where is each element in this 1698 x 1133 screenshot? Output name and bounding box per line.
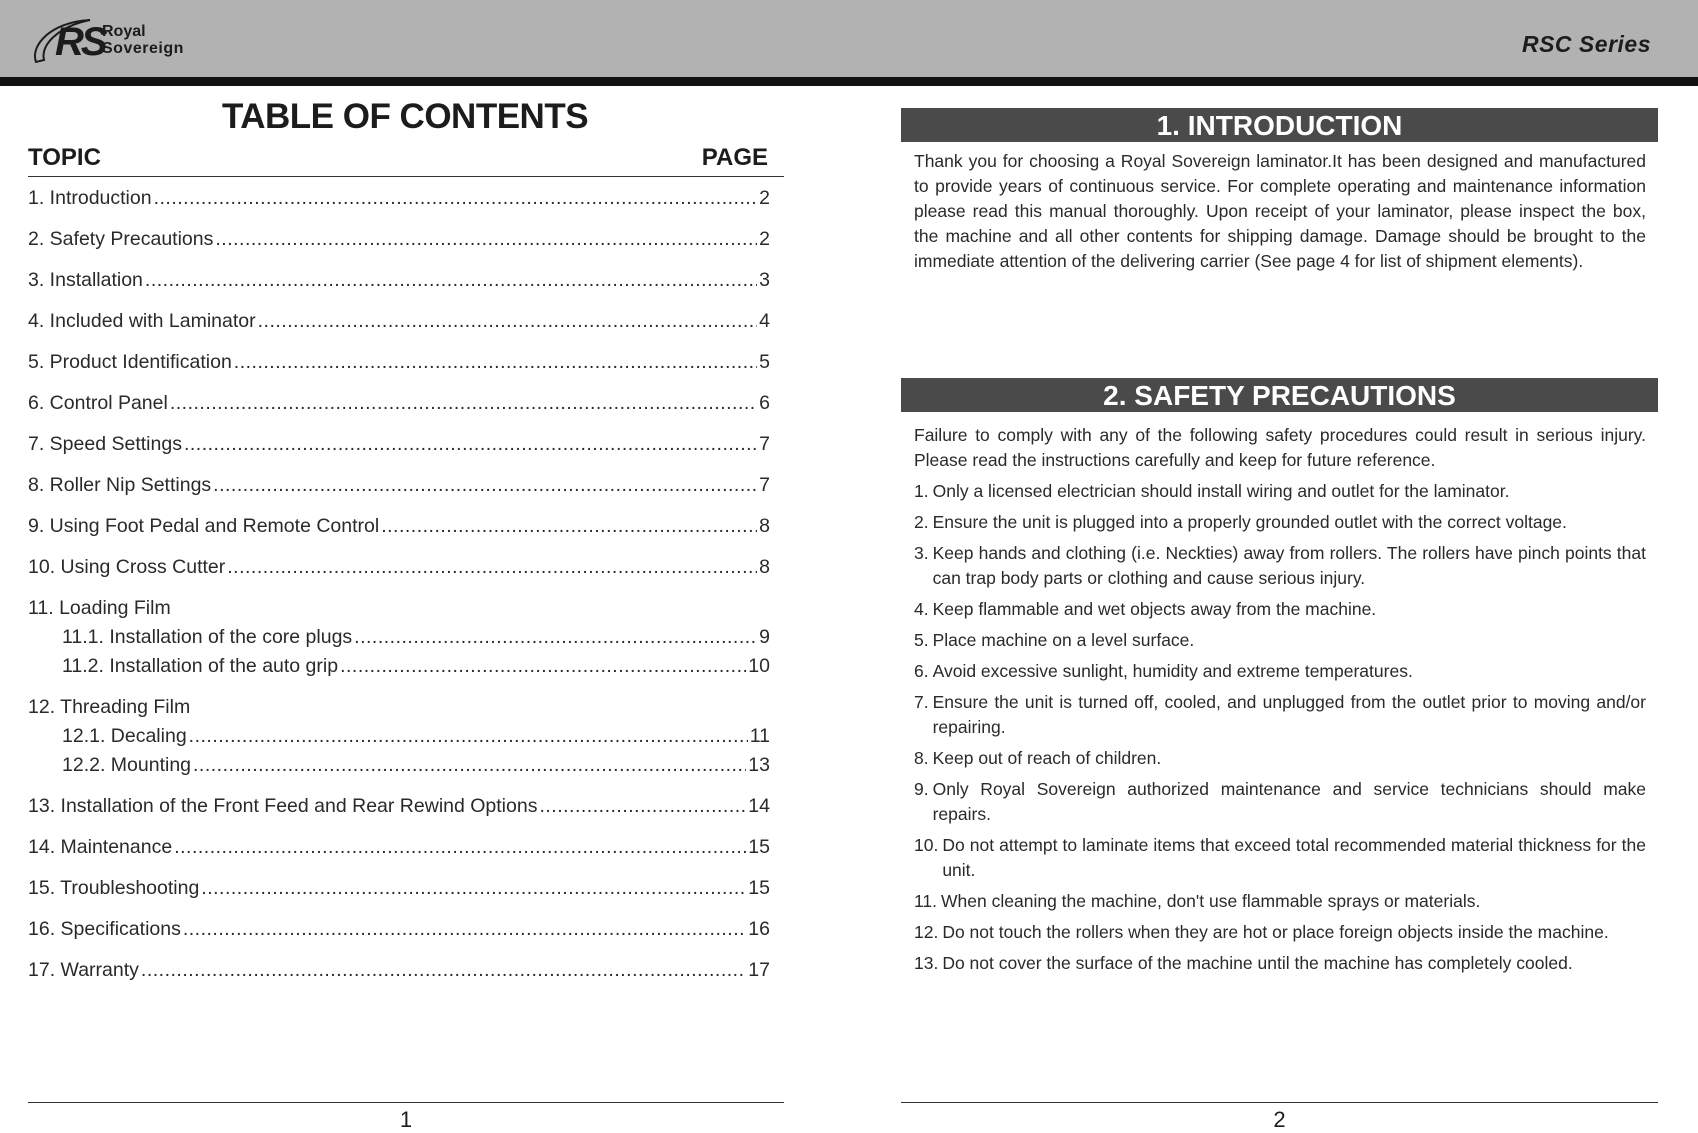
toc-leader-dots bbox=[154, 187, 758, 210]
toc-entry[interactable] bbox=[28, 918, 770, 959]
toc-entry[interactable] bbox=[28, 959, 770, 1000]
safety-item bbox=[914, 833, 1646, 883]
toc-entry-label: 7. Speed Settings bbox=[28, 433, 182, 455]
safety-item-text: When cleaning the machine, don't use flammable sprays or materials. bbox=[941, 891, 1481, 911]
safety-item bbox=[914, 951, 1646, 976]
safety-item-text: Keep flammable and wet objects away from the machine. bbox=[932, 599, 1377, 619]
page-number-right: 2 bbox=[1273, 1107, 1286, 1132]
toc-entry-page: 8 bbox=[759, 515, 770, 537]
toc-entry-page: 10 bbox=[748, 655, 770, 677]
toc-entry-page: 2 bbox=[759, 228, 770, 250]
toc-list bbox=[28, 187, 770, 1000]
safety-item-text: Keep hands and clothing (i.e. Neckties) away from rollers. The rollers have pinch points that can trap body parts or clothing and cause serious injury. bbox=[932, 543, 1646, 588]
toc-entry-page: 11 bbox=[749, 725, 770, 747]
toc-entry-page: 8 bbox=[759, 556, 770, 578]
safety-item-number: 11. bbox=[914, 891, 938, 911]
safety-item-text: Only a licensed electrician should install wiring and outlet for the laminator. bbox=[932, 481, 1510, 501]
safety-item-text: Keep out of reach of children. bbox=[932, 748, 1162, 768]
toc-entry[interactable] bbox=[28, 877, 770, 918]
toc-column-header bbox=[28, 144, 768, 176]
toc-subentry[interactable] bbox=[28, 754, 770, 795]
toc-leader-dots bbox=[174, 836, 746, 859]
toc-leader-dots bbox=[184, 433, 757, 456]
toc-entry-label: 17. Warranty bbox=[28, 959, 139, 981]
toc-entry[interactable] bbox=[28, 187, 770, 228]
safety-item-text: Only Royal Sovereign authorized maintenance and service technicians should make repairs. bbox=[932, 779, 1646, 824]
safety-item-text: Do not cover the surface of the machine until the machine has completely cooled. bbox=[942, 953, 1573, 973]
toc-entry-label: 10. Using Cross Cutter bbox=[28, 556, 226, 578]
toc-entry-page: 13 bbox=[748, 754, 770, 776]
safety-heading: 2. SAFETY PRECAUTIONS bbox=[901, 378, 1658, 412]
toc-leader-dots bbox=[183, 918, 746, 941]
toc-leader-dots bbox=[258, 310, 758, 333]
toc-entry-page: 14 bbox=[748, 795, 770, 817]
toc-leader-dots bbox=[227, 556, 757, 579]
toc-entry-page: 2 bbox=[759, 187, 770, 209]
toc-entry[interactable] bbox=[28, 351, 770, 392]
safety-item-number: 4. bbox=[914, 599, 929, 619]
toc-subentry[interactable] bbox=[28, 626, 770, 655]
header-rule bbox=[0, 77, 1698, 86]
safety-item-text: Avoid excessive sunlight, humidity and extreme temperatures. bbox=[932, 661, 1413, 681]
safety-item-number: 6. bbox=[914, 661, 929, 681]
page-number-left: 1 bbox=[399, 1107, 413, 1132]
toc-entry-label: 12.1. Decaling bbox=[62, 725, 187, 747]
toc-header-rule bbox=[28, 176, 784, 177]
toc-leader-dots bbox=[170, 392, 757, 415]
toc-entry-label: 11.2. Installation of the auto grip bbox=[62, 655, 339, 677]
safety-item bbox=[914, 541, 1646, 591]
toc-entry-page: 15 bbox=[748, 877, 770, 899]
safety-item-number: 3. bbox=[914, 543, 929, 563]
toc-subentry[interactable] bbox=[28, 725, 770, 754]
toc-entry-label: 1. Introduction bbox=[28, 187, 152, 209]
introduction-heading: 1. INTRODUCTION bbox=[901, 108, 1658, 142]
toc-entry-label: 15. Troubleshooting bbox=[28, 877, 200, 899]
toc-page-label: PAGE bbox=[701, 144, 768, 171]
safety-section bbox=[914, 423, 1646, 982]
toc-entry-label: 14. Maintenance bbox=[28, 836, 173, 858]
royal-sovereign-logo bbox=[30, 16, 230, 68]
safety-item bbox=[914, 889, 1646, 914]
toc-leader-dots bbox=[213, 474, 757, 497]
toc-entry[interactable] bbox=[28, 556, 770, 597]
toc-entry-label: 11.1. Installation of the core plugs bbox=[62, 626, 353, 648]
safety-item-text: Do not touch the rollers when they are hot or place foreign objects inside the machine. bbox=[942, 922, 1609, 942]
toc-entry-label: 8. Roller Nip Settings bbox=[28, 474, 212, 496]
toc-subentry[interactable] bbox=[28, 655, 770, 696]
toc-leader-dots bbox=[234, 351, 757, 374]
safety-item bbox=[914, 479, 1646, 504]
toc-entry-page: 6 bbox=[759, 392, 770, 414]
toc-entry[interactable] bbox=[28, 392, 770, 433]
safety-item-number: 5. bbox=[914, 630, 929, 650]
toc-entry-page: 3 bbox=[759, 269, 770, 291]
safety-item-number: 12. bbox=[914, 922, 939, 942]
logo-word-royal: Royal bbox=[102, 23, 146, 40]
safety-item-text: Ensure the unit is plugged into a properly grounded outlet with the correct voltage. bbox=[932, 512, 1567, 532]
safety-item bbox=[914, 690, 1646, 740]
toc-entry-label: 5. Product Identification bbox=[28, 351, 232, 373]
safety-item-number: 13. bbox=[914, 953, 939, 973]
toc-entry-label: 11. Loading Film bbox=[28, 597, 171, 619]
toc-leader-dots bbox=[381, 515, 757, 538]
toc-entry-label: 12. Threading Film bbox=[28, 696, 191, 718]
toc-entry[interactable] bbox=[28, 228, 770, 269]
toc-entry-label: 9. Using Foot Pedal and Remote Control bbox=[28, 515, 380, 537]
safety-item bbox=[914, 659, 1646, 684]
safety-item-number: 10. bbox=[914, 835, 939, 855]
safety-item-number: 8. bbox=[914, 748, 929, 768]
toc-entry-page: 17 bbox=[748, 959, 770, 981]
logo-mark: RS bbox=[55, 20, 105, 64]
toc-entry-page: 4 bbox=[759, 310, 770, 332]
safety-item-text: Do not attempt to laminate items that exceed total recommended material thickness for the unit. bbox=[942, 835, 1646, 880]
toc-leader-dots bbox=[354, 626, 757, 649]
toc-entry-parent[interactable] bbox=[28, 696, 770, 725]
toc-entry[interactable] bbox=[28, 515, 770, 556]
toc-leader-dots bbox=[193, 754, 746, 777]
toc-entry-page: 15 bbox=[748, 836, 770, 858]
toc-leader-dots bbox=[141, 959, 746, 982]
toc-entry-label: 4. Included with Laminator bbox=[28, 310, 256, 332]
safety-intro-text: Failure to comply with any of the following safety procedures could result in serious injury. Please read the instructions carefully and keep for future reference. bbox=[914, 425, 1646, 470]
toc-leader-dots bbox=[145, 269, 757, 292]
safety-item-number: 1. bbox=[914, 481, 929, 501]
toc-entry[interactable] bbox=[28, 433, 770, 474]
toc-entry-label: 13. Installation of the Front Feed and Rear Rewind Options bbox=[28, 795, 538, 817]
toc-entry-page: 9 bbox=[759, 626, 770, 648]
toc-entry[interactable] bbox=[28, 474, 770, 515]
toc-entry-label: 6. Control Panel bbox=[28, 392, 168, 414]
toc-leader-dots bbox=[215, 228, 757, 251]
toc-leader-dots bbox=[201, 877, 746, 900]
footer-rule-right bbox=[901, 1102, 1658, 1103]
toc-leader-dots bbox=[189, 725, 748, 748]
safety-item bbox=[914, 628, 1646, 653]
series-label: RSC Series bbox=[1521, 31, 1651, 57]
introduction-text: Thank you for choosing a Royal Sovereign laminator.It has been designed and manufactured to provide years of continuous service. For complete operating and maintenance information please read this manual thoroughly. Upon receipt of your laminator, please inspect the box, the machine and all other contents for shipping damage. Damage should be brought to the immediate attention of the delivering carrier (See page 4 for list of shipment elements). bbox=[914, 151, 1646, 271]
safety-item bbox=[914, 920, 1646, 945]
footer-rule-left bbox=[28, 1102, 784, 1103]
safety-item-number: 7. bbox=[914, 692, 929, 712]
toc-entry[interactable] bbox=[28, 269, 770, 310]
safety-item-number: 2. bbox=[914, 512, 929, 532]
logo-word-sovereign: Sovereign bbox=[102, 40, 184, 57]
safety-item-text: Ensure the unit is turned off, cooled, and unplugged from the outlet prior to moving and/or repairing. bbox=[932, 692, 1646, 737]
toc-entry-page: 7 bbox=[759, 474, 770, 496]
header-band bbox=[0, 0, 1698, 77]
safety-item bbox=[914, 746, 1646, 771]
toc-topic-label: TOPIC bbox=[28, 144, 101, 171]
toc-entry-page: 5 bbox=[759, 351, 770, 373]
safety-item-number: 9. bbox=[914, 779, 929, 799]
safety-item bbox=[914, 777, 1646, 827]
toc-entry-label: 16. Specifications bbox=[28, 918, 181, 940]
safety-item bbox=[914, 510, 1646, 535]
toc-entry[interactable] bbox=[28, 310, 770, 351]
toc-leader-dots bbox=[340, 655, 746, 678]
toc-title: TABLE OF CONTENTS bbox=[221, 97, 589, 136]
safety-item-text: Place machine on a level surface. bbox=[932, 630, 1195, 650]
safety-item bbox=[914, 597, 1646, 622]
toc-leader-dots bbox=[539, 795, 746, 818]
toc-entry[interactable] bbox=[28, 795, 770, 836]
toc-entry[interactable] bbox=[28, 836, 770, 877]
toc-entry-label: 3. Installation bbox=[28, 269, 143, 291]
toc-entry-page: 16 bbox=[748, 918, 770, 940]
toc-entry-page: 7 bbox=[759, 433, 770, 455]
toc-entry-parent[interactable] bbox=[28, 597, 770, 626]
toc-entry-label: 12.2. Mounting bbox=[62, 754, 192, 776]
toc-entry-label: 2. Safety Precautions bbox=[28, 228, 214, 250]
